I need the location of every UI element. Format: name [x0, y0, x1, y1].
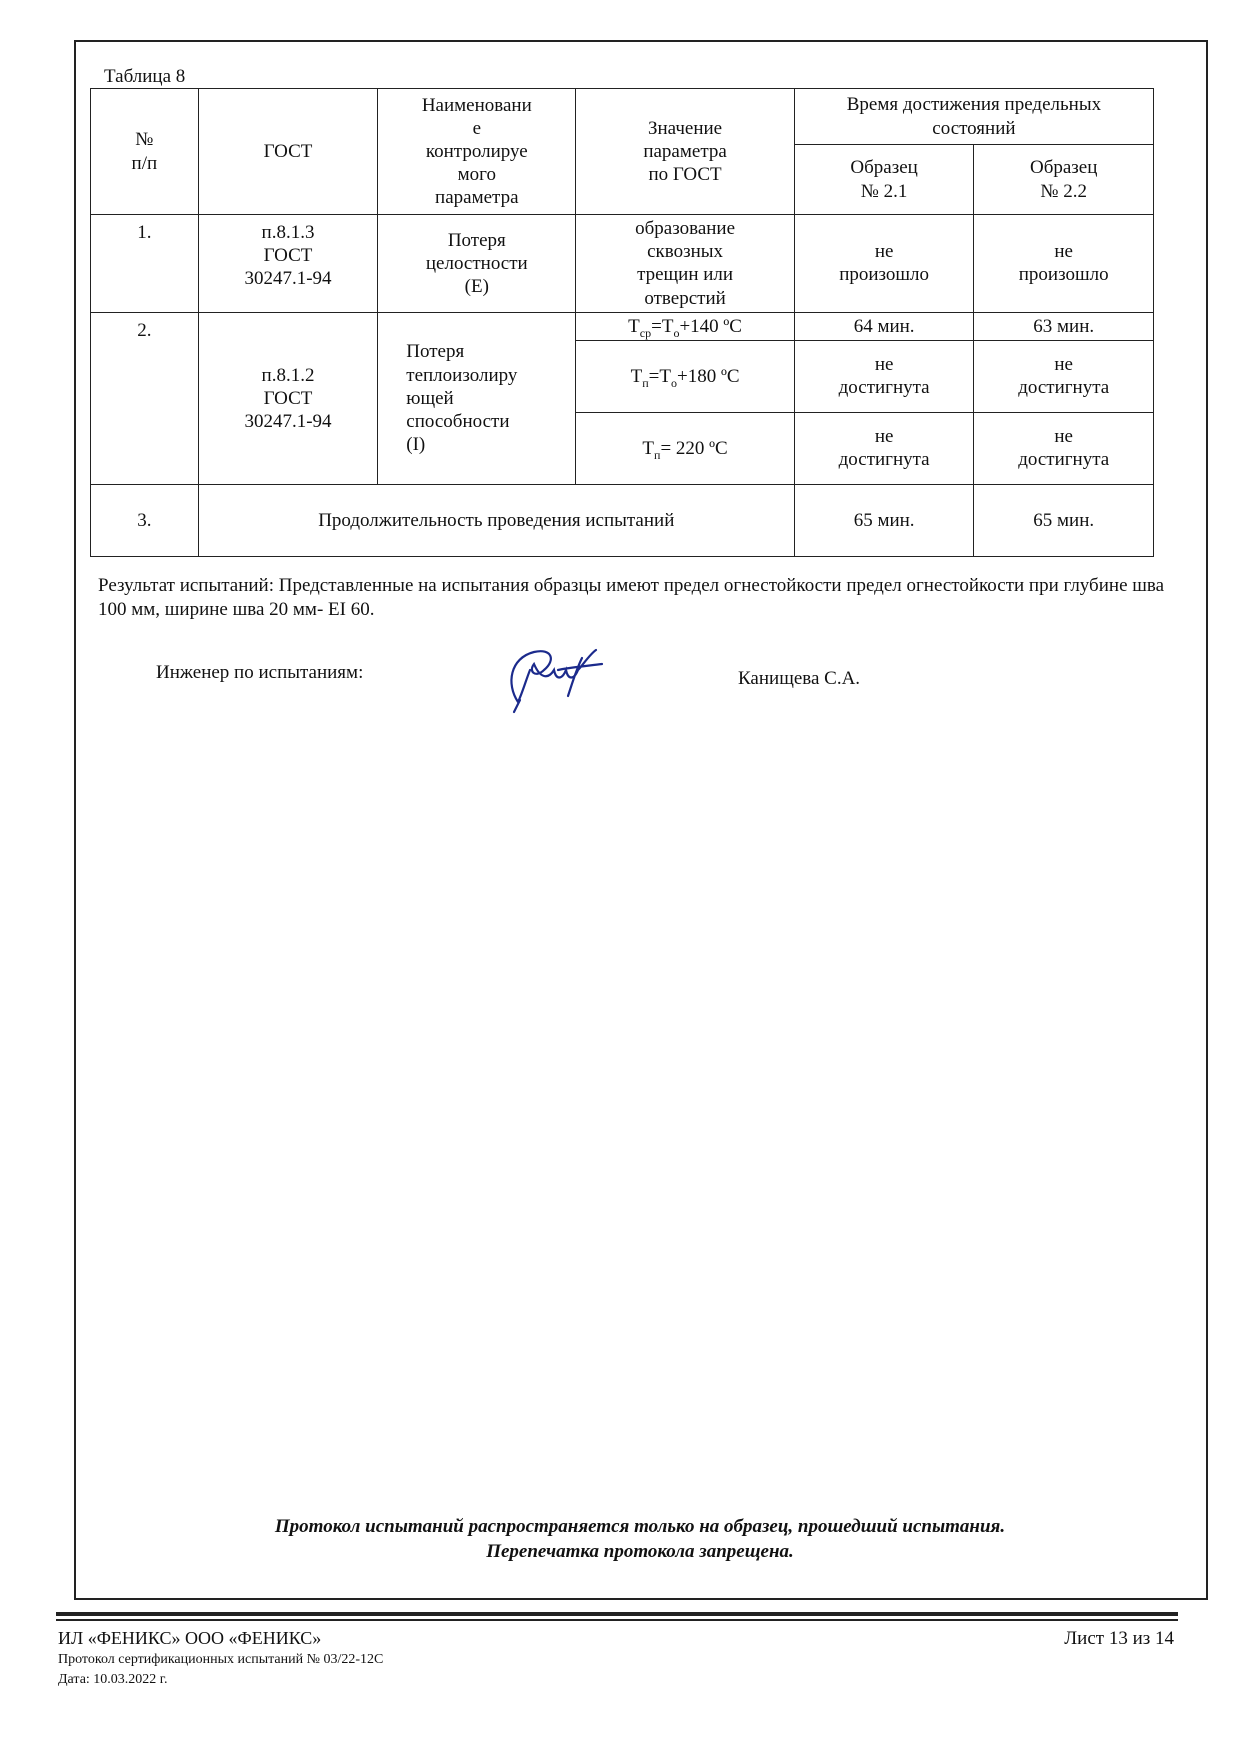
header-gost: ГОСТ	[198, 89, 378, 215]
row2-criterion-2: $T_п=T_о+180$ ºC	[576, 340, 795, 412]
row2-criterion-2-sample-2-2: не достигнута	[974, 340, 1154, 412]
row1-value: образование сквозных трещин или отверстий	[576, 215, 795, 313]
header-sample-2-1: Образец № 2.1	[794, 145, 974, 215]
footer-divider	[56, 1612, 1178, 1621]
results-table	[90, 88, 1154, 557]
table-caption: Таблица 8	[104, 66, 186, 87]
row3-label: Продолжительность проведения испытаний	[198, 484, 794, 556]
row1-sample-2-1: не произошло	[794, 215, 974, 313]
engineer-name: Канищева С.А.	[738, 668, 861, 689]
disclaimer	[150, 1515, 1130, 1564]
row2-criterion-3: $T_п= 220$ ºC	[576, 412, 795, 484]
header-param-value: Значение параметра по ГОСТ	[576, 89, 795, 215]
row2-param: Потеря теплоизолиру ющей способности (I)	[378, 312, 576, 484]
footer-sheet-number: Лист 13 из 14	[1064, 1628, 1174, 1649]
row1-num: 1.	[91, 215, 199, 313]
row2-criterion-1-sample-2-1: 64 мин.	[794, 312, 974, 340]
row2-num: 2.	[91, 312, 199, 484]
disclaimer-line-1: Протокол испытаний распространяется только на образец, прошедший испытания.	[274, 1516, 1006, 1537]
row2-gost: п.8.1.2 ГОСТ 30247.1-94	[198, 312, 378, 484]
handwritten-signature	[500, 640, 610, 720]
row1-sample-2-2: не произошло	[974, 215, 1154, 313]
disclaimer-line-2: Перепечатка протокола запрещена.	[486, 1540, 794, 1562]
row3-sample-2-2: 65 мин.	[974, 484, 1154, 556]
header-param-name: Наименовани е контролируе мого параметра	[378, 89, 576, 215]
test-result-text: Результат испытаний: Представленные на испытания образцы имеют предел огнестойкости предел огнестойкости при глубине шва 100 мм, ширине шва 20 мм- EI 60.	[98, 575, 1165, 621]
header-num: № п/п	[91, 89, 199, 215]
row3-num: 3.	[91, 484, 199, 556]
row2-criterion-1: $T_{ср}=T_о+140$ ºC	[576, 312, 795, 340]
row2-criterion-3-sample-2-1: не достигнута	[794, 412, 974, 484]
row1-gost: п.8.1.3 ГОСТ 30247.1-94	[198, 215, 378, 313]
footer-organization: ИЛ «ФЕНИКС» ООО «ФЕНИКС»	[58, 1628, 322, 1648]
header-sample-2-2: Образец № 2.2	[974, 145, 1154, 215]
engineer-role: Инженер по испытаниям:	[156, 662, 364, 683]
header-time-group: Время достижения предельных состояний	[794, 89, 1153, 145]
row2-criterion-1-sample-2-2: 63 мин.	[974, 312, 1154, 340]
row3-sample-2-1: 65 мин.	[794, 484, 974, 556]
row2-criterion-2-sample-2-1: не достигнута	[794, 340, 974, 412]
footer-protocol-number: Протокол сертификационных испытаний № 03/22-12С	[58, 1652, 384, 1667]
footer-date: Дата: 10.03.2022 г.	[58, 1672, 168, 1687]
row1-param: Потеря целостности (E)	[378, 215, 576, 313]
row2-criterion-3-sample-2-2: не достигнута	[974, 412, 1154, 484]
